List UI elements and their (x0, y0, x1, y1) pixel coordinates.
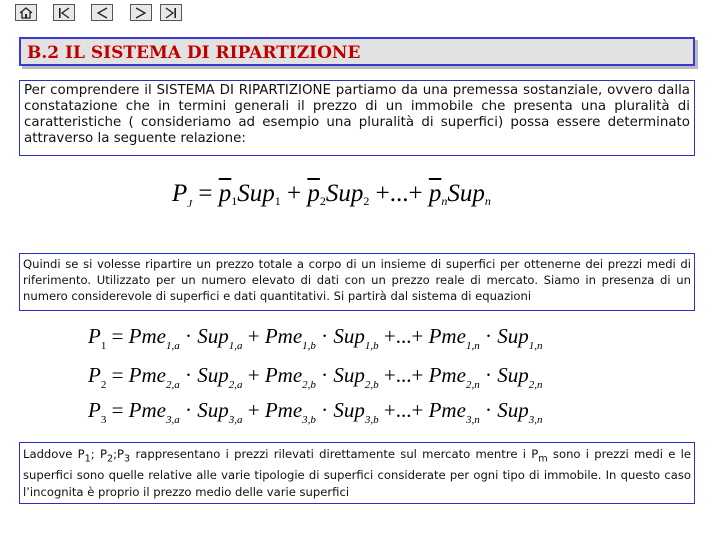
eq-sup-a: Sup (197, 363, 229, 387)
eq-sup-n: Sup (497, 398, 529, 422)
last-page-button[interactable] (160, 4, 182, 21)
formula-plus: + (287, 180, 302, 207)
formula-lhs-sub: J (187, 198, 193, 210)
eq-dots: +...+ (383, 324, 424, 348)
page-title: B.2 IL SISTEMA DI RIPARTIZIONE (27, 43, 361, 63)
eq-lhs-sub: 1 (100, 340, 107, 352)
eq-sup-n-sub: 1,n (528, 340, 543, 352)
eq-dot: · (321, 324, 329, 348)
eq-sup-b-sub: 1,b (364, 340, 379, 352)
eq-equals: = (111, 398, 124, 422)
eq-dot: · (185, 363, 192, 387)
eq-dot: · (484, 324, 492, 348)
formula-p2: $\overline{p}$ (307, 180, 320, 207)
formula-pn: $\overline{p}$ (428, 180, 442, 207)
formula-dots: +...+ (375, 180, 423, 207)
eq-dot: · (484, 363, 492, 387)
formula-sup1-sub: 1 (274, 194, 281, 208)
next-page-icon (134, 7, 148, 19)
eq-equals: = (111, 363, 124, 387)
formula-lhs: P (172, 180, 188, 207)
eq-sup-n: Sup (497, 324, 529, 348)
eq-sup-a-sub: 3,a (228, 414, 243, 426)
first-page-button[interactable] (53, 4, 75, 21)
conclusion-part: ; P (90, 447, 107, 461)
conclusion-sub: 1 (84, 453, 91, 465)
eq-plus: + (247, 324, 260, 348)
eq-sup-b: Sup (333, 363, 365, 387)
eq-sup-b: Sup (333, 324, 365, 348)
eq-pme-b-sub: 3,b (302, 414, 316, 426)
eq-pme-n-sub: 2,n (465, 379, 480, 391)
eq-pme-b: Pme (264, 398, 303, 422)
eq-pme-n-sub: 3,n (465, 414, 480, 426)
eq-plus: + (247, 398, 260, 422)
eq-pme-a-sub: 3,a (166, 414, 180, 426)
eq-lhs: P (88, 363, 101, 387)
eq-pme-n: Pme (428, 324, 466, 348)
intro-text: Per comprendere il SISTEMA DI RIPARTIZIONE partiamo da una premessa sostanziale, ovvero dalla constatazione che in termini generali il prezzo di un immobile che presenta una pluralità di caratteristiche ( consideriamo ad esempio una pluralità di superfici) possa essere determinato attraverso la seguente relazione: (24, 83, 690, 146)
formula-p1: $\overline{p}$ (218, 180, 232, 207)
eq-pme-a: Pme (128, 324, 166, 348)
formula-pn-sub: n (441, 194, 448, 208)
eq-sup-n-sub: 3,n (528, 414, 543, 426)
eq-pme-n: Pme (428, 363, 466, 387)
formula-eq: = (198, 180, 213, 207)
formula-p2-sub: 2 (319, 194, 326, 208)
eq-pme-a-sub: 2,a (166, 379, 180, 391)
eq-pme-n: Pme (428, 398, 466, 422)
formula-sup2-sub: 2 (363, 194, 370, 208)
eq-dot: · (484, 398, 492, 422)
equation-row (88, 324, 542, 352)
conclusion-part: ;P (113, 447, 125, 461)
system-intro-text: Quindi se si volesse ripartire un prezzo totale a corpo di un insieme di superfici per ottenerne dei prezzi medi di riferimento. Utilizzato per un numero elevato di dati con un prezzo reale di mercato. Siamo in presenza di un numero considerevole di superfici e dati quantitativi. Si partirà dal sistema di equazioni (23, 257, 691, 303)
eq-pme-b: Pme (264, 324, 303, 348)
eq-pme-n-sub: 1,n (465, 340, 480, 352)
eq-dots: +...+ (383, 363, 424, 387)
eq-lhs-sub: 3 (100, 414, 107, 426)
section-title-bar (19, 37, 695, 66)
eq-sup-n-sub: 2,n (528, 379, 543, 391)
system-intro-box (19, 253, 695, 311)
eq-lhs: P (88, 324, 101, 348)
equation-row (88, 398, 542, 426)
eq-pme-a: Pme (128, 398, 166, 422)
eq-pme-a-sub: 1,a (166, 340, 180, 352)
home-button[interactable] (15, 4, 37, 21)
conclusion-box (19, 442, 695, 504)
last-page-icon (164, 7, 178, 19)
formula-supn: Sup (447, 180, 485, 207)
conclusion-sub: m (538, 453, 548, 465)
eq-sup-a: Sup (197, 398, 229, 422)
conclusion-part: sono i prezzi medi e le superfici sono quelle relative alle varie tipologie di superfici considerate per ogni tipo di immobile. In questo caso l’incognita è proprio il prezzo medio delle varie superfici (23, 447, 692, 500)
eq-plus: + (247, 363, 260, 387)
eq-sup-b-sub: 2,b (364, 379, 379, 391)
main-formula (172, 180, 491, 210)
formula-sup2: Sup (325, 180, 364, 207)
formula-p1-sub: 1 (231, 194, 238, 208)
intro-box (19, 80, 695, 156)
eq-sup-a-sub: 2,a (228, 379, 243, 391)
eq-pme-a: Pme (128, 363, 166, 387)
equation-row (88, 363, 542, 391)
conclusion-sub: 2 (106, 453, 114, 465)
previous-page-button[interactable] (91, 4, 113, 21)
eq-sup-a-sub: 1,a (228, 340, 243, 352)
next-page-button[interactable] (130, 4, 152, 21)
eq-equals: = (111, 324, 124, 348)
eq-lhs-sub: 2 (100, 379, 107, 391)
formula-supn-sub: n (484, 194, 491, 208)
home-icon (19, 7, 33, 19)
eq-dot: · (185, 324, 192, 348)
eq-pme-b: Pme (264, 363, 303, 387)
conclusion-text (23, 446, 691, 501)
conclusion-part: Laddove P (23, 447, 85, 461)
eq-sup-a: Sup (197, 324, 229, 348)
previous-page-icon (95, 7, 109, 19)
eq-dot: · (321, 398, 329, 422)
eq-dot: · (321, 363, 329, 387)
conclusion-part: rappresentano i prezzi rilevati direttamente sul mercato mentre i P (130, 447, 539, 461)
eq-dot: · (185, 398, 192, 422)
conclusion-sub: 3 (124, 453, 131, 465)
eq-pme-b-sub: 2,b (302, 379, 316, 391)
eq-lhs: P (88, 398, 101, 422)
eq-dots: +...+ (383, 398, 424, 422)
eq-pme-b-sub: 1,b (302, 340, 316, 352)
eq-sup-b-sub: 3,b (364, 414, 379, 426)
first-page-icon (57, 7, 71, 19)
eq-sup-b: Sup (333, 398, 365, 422)
eq-sup-n: Sup (497, 363, 529, 387)
formula-sup1: Sup (237, 180, 275, 207)
